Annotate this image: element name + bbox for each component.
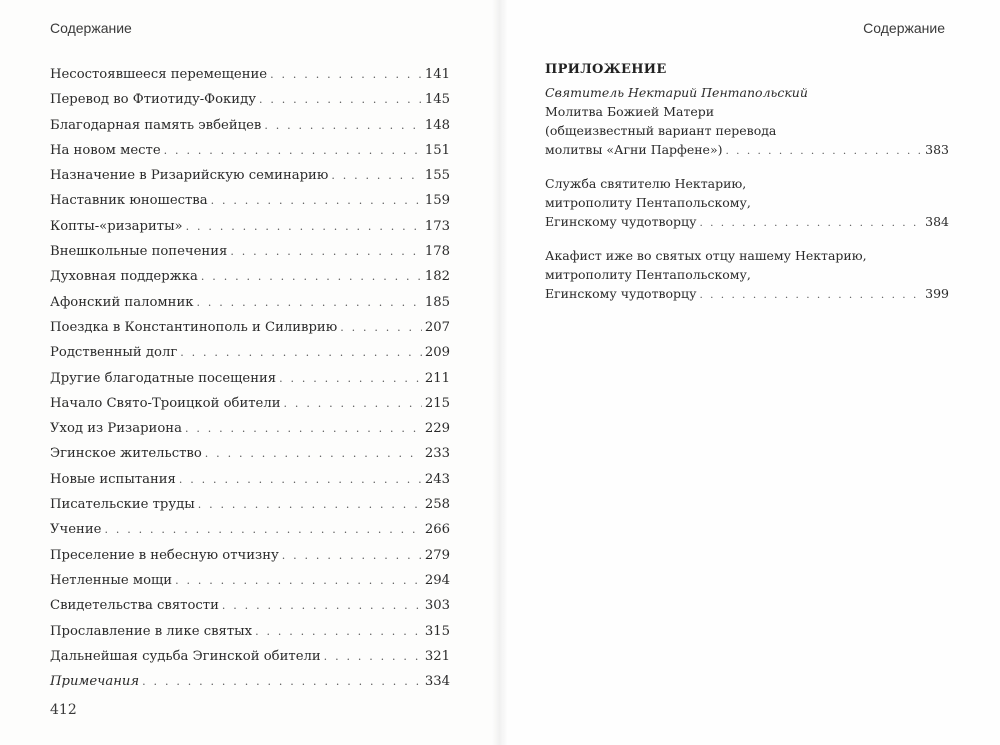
toc-entry-page: 303 xyxy=(424,598,450,614)
toc-entry xyxy=(50,62,450,87)
toc-entry-page: 207 xyxy=(424,319,450,335)
appendix-entry-line: митрополиту Пентапольскому, xyxy=(545,195,751,210)
appendix-entry-last-line xyxy=(545,284,949,305)
dot-leader xyxy=(175,568,422,593)
toc-entry-title: Примечания xyxy=(50,674,140,690)
dot-leader xyxy=(186,214,422,239)
dot-leader xyxy=(279,366,422,391)
appendix-entry-line: Служба святителю Нектарию, xyxy=(545,176,747,191)
appendix-entry-page: 399 xyxy=(925,286,949,301)
toc-entry-title: Несостоявшееся перемещение xyxy=(50,67,268,82)
toc-entry-title: Афонский паломник xyxy=(50,294,194,310)
toc-entry-page: 334 xyxy=(424,674,450,690)
dot-leader xyxy=(179,467,422,492)
toc-entry-title: Поездка в Константинополь и Силиврию xyxy=(50,319,338,335)
toc-entry xyxy=(50,441,450,466)
appendix-entry-line: (общеизвестный вариант перевода xyxy=(545,123,777,138)
toc-entry-title: Копты-«ризариты» xyxy=(50,218,183,234)
toc-entry xyxy=(50,517,450,542)
dot-leader xyxy=(104,517,421,542)
dot-leader xyxy=(725,142,922,161)
dot-leader xyxy=(699,214,922,233)
toc-entry xyxy=(50,340,450,365)
toc-entry xyxy=(50,239,450,264)
toc-entry xyxy=(50,669,450,694)
dot-leader xyxy=(197,290,422,315)
toc-entry xyxy=(50,315,450,340)
appendix-section xyxy=(545,62,949,318)
dot-leader xyxy=(222,593,422,618)
toc-entry-title: Назначение в Ризарийскую семинарию xyxy=(50,168,329,184)
dot-leader xyxy=(324,644,422,669)
appendix-entry-line: Акафист иже во святых отцу нашему Нектарию, xyxy=(545,248,867,263)
appendix-entry-title-end: Егинскому чудотворцу xyxy=(545,286,697,301)
appendix-entry-title-end: молитвы «Агни Парфене») xyxy=(545,142,723,157)
dot-leader xyxy=(282,543,422,568)
toc-entry-title: Писательские труды xyxy=(50,497,195,513)
appendix-entry-line: митрополиту Пентапольскому, xyxy=(545,267,751,282)
running-head-left: Содержание xyxy=(50,20,132,36)
toc-entry xyxy=(50,644,450,669)
toc-entry-title: Уход из Ризариона xyxy=(50,421,182,437)
appendix-entry xyxy=(545,102,949,161)
toc-entry xyxy=(50,214,450,239)
toc-entry xyxy=(50,416,450,441)
toc-entry-title: Духовная поддержка xyxy=(50,269,198,285)
dot-leader xyxy=(699,286,922,305)
toc-entry-title: Наставник юношества xyxy=(50,193,208,209)
toc-entry xyxy=(50,492,450,517)
toc-entry-page: 321 xyxy=(424,648,450,664)
toc-entry-page: 209 xyxy=(424,345,450,361)
toc-entry-page: 178 xyxy=(424,244,450,260)
toc-entry-page: 173 xyxy=(424,218,450,234)
toc-entry xyxy=(50,113,450,138)
dot-leader xyxy=(164,138,422,163)
toc-entry-title: Внешкольные попечения xyxy=(50,244,228,260)
appendix-entry-page: 383 xyxy=(925,142,949,157)
toc-entry-title: Свидетельства святости xyxy=(50,598,219,614)
toc-entry xyxy=(50,264,450,289)
appendix-entry-title-end: Егинскому чудотворцу xyxy=(545,214,697,229)
toc-entry-page: 185 xyxy=(424,294,450,310)
toc-entry-page: 211 xyxy=(424,370,450,386)
dot-leader xyxy=(270,62,422,87)
toc-entry-page: 315 xyxy=(424,623,450,639)
dot-leader xyxy=(205,441,422,466)
toc-entry-title: Нетленные мощи xyxy=(50,572,173,588)
toc-entry-title: На новом месте xyxy=(50,142,161,158)
toc-entry xyxy=(50,87,450,112)
right-page xyxy=(500,0,1000,745)
toc-entry xyxy=(50,467,450,492)
toc-entry xyxy=(50,391,450,416)
toc-entry-title: Родственный долг xyxy=(50,345,178,361)
toc-entry xyxy=(50,543,450,568)
toc-entry-title: Новые испытания xyxy=(50,471,176,487)
toc-entry-title: Дальнейшая судьба Эгинской обители xyxy=(50,648,321,664)
appendix-entries xyxy=(545,102,949,305)
dot-leader xyxy=(142,669,422,694)
toc-entry-page: 279 xyxy=(424,547,450,563)
dot-leader xyxy=(198,492,422,517)
toc-entry xyxy=(50,366,450,391)
toc-entry xyxy=(50,593,450,618)
toc-entry-page: 215 xyxy=(424,395,450,411)
toc-entry-page: 233 xyxy=(424,446,450,462)
toc-entry-page: 229 xyxy=(424,421,450,437)
toc-entry xyxy=(50,619,450,644)
toc-entry-page: 151 xyxy=(424,142,450,158)
toc-entry-page: 182 xyxy=(424,269,450,285)
toc-entry-page: 141 xyxy=(424,67,450,82)
dot-leader xyxy=(211,188,422,213)
toc-entry xyxy=(50,138,450,163)
toc-entry-page: 155 xyxy=(424,168,450,184)
running-head-right: Содержание xyxy=(863,20,945,36)
appendix-entry xyxy=(545,246,949,305)
toc-entry-title: Благодарная память эвбейцев xyxy=(50,117,262,133)
dot-leader xyxy=(180,340,422,365)
toc-entry-title: Прославление в лике святых xyxy=(50,623,253,639)
toc-entry-page: 148 xyxy=(424,117,450,133)
toc-entry xyxy=(50,188,450,213)
toc-entry-page: 266 xyxy=(424,522,450,538)
appendix-entry-last-line xyxy=(545,140,949,161)
toc-entry xyxy=(50,290,450,315)
page-number: 412 xyxy=(50,702,77,718)
toc-entry-title: Другие благодатные посещения xyxy=(50,370,277,386)
appendix-entry-last-line xyxy=(545,212,949,233)
appendix-entry-line: Молитва Божией Матери xyxy=(545,104,715,119)
toc-entry-page: 294 xyxy=(424,572,450,588)
toc-entry-title: Эгинское жительство xyxy=(50,446,202,462)
toc-entry-page: 159 xyxy=(424,193,450,209)
toc-entry-page: 145 xyxy=(424,92,450,108)
toc-entry-title: Начало Свято-Троицкой обители xyxy=(50,395,281,411)
toc-entry xyxy=(50,568,450,593)
dot-leader xyxy=(259,87,422,112)
dot-leader xyxy=(264,113,422,138)
dot-leader xyxy=(201,264,422,289)
appendix-entry-page: 384 xyxy=(925,214,949,229)
dot-leader xyxy=(284,391,422,416)
dot-leader xyxy=(255,619,422,644)
dot-leader xyxy=(230,239,422,264)
toc-entry-title: Учение xyxy=(50,522,102,538)
appendix-author: Святитель Нектарий Пентапольский xyxy=(545,85,808,100)
dot-leader xyxy=(340,315,422,340)
dot-leader xyxy=(185,416,422,441)
toc-entry-page: 243 xyxy=(424,471,450,487)
book-gutter xyxy=(492,0,508,745)
appendix-heading: ПРИЛОЖЕНИЕ xyxy=(545,62,667,77)
toc-entry-title: Перевод во Фтиотиду-Фокиду xyxy=(50,92,256,108)
table-of-contents xyxy=(50,62,450,694)
appendix-entry xyxy=(545,174,949,233)
toc-entry-page: 258 xyxy=(424,497,450,513)
toc-entry xyxy=(50,163,450,188)
dot-leader xyxy=(331,163,422,188)
toc-entry-title: Преселение в небесную отчизну xyxy=(50,547,279,563)
